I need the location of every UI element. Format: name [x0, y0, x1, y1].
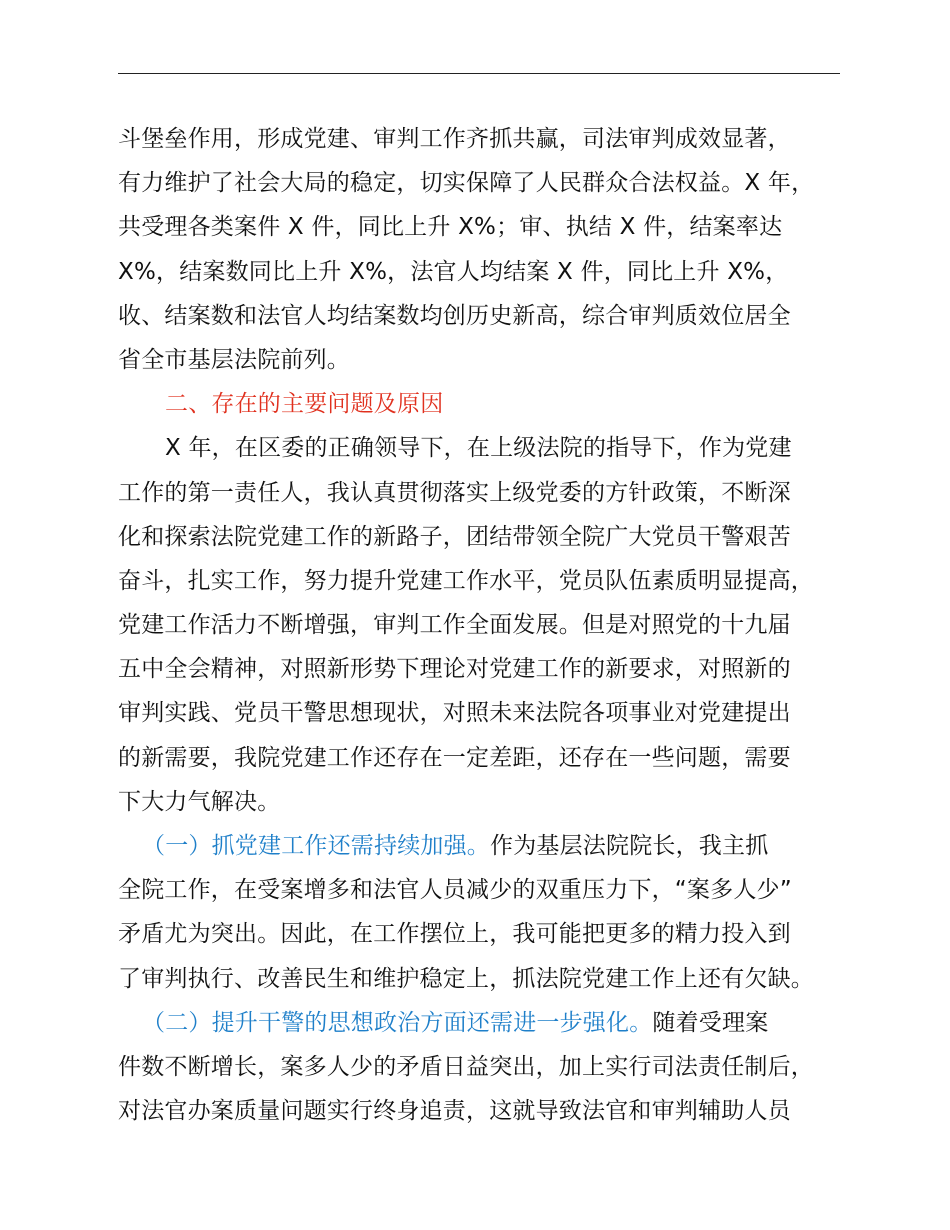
subsection-heading: （二）提升干警的思想政治方面还需进一步强化。 [142, 1009, 653, 1036]
section-heading: 二、存在的主要问题及原因 [165, 391, 444, 418]
body-line: 工作的第一责任人，我认真贯彻落实上级党委的方针政策，不断深 [118, 479, 791, 506]
body-line: 对法官办案质量问题实行终身追责，这就导致法官和审判辅助人员 [118, 1098, 791, 1125]
subsection-line [118, 824, 864, 868]
body-line: 收、结案数和法官人均结案数均创历史新高，综合审判质效位居全 [118, 302, 791, 329]
body-line: X 年，在区委的正确领导下，在上级法院的指导下，作为党建 [165, 435, 792, 462]
body-line: 化和探索法院党建工作的新路子，团结带领全院广大党员干警艰苦 [118, 523, 791, 550]
body-line: 共受理各类案件 X 件，同比上升 X%；审、执结 X 件，结案率达 [118, 214, 783, 241]
body-line: 审判实践、党员干警思想现状，对照未来法院各项事业对党建提出 [118, 700, 791, 727]
body-line: 党建工作活力不断增强，审判工作全面发展。但是对照党的十九届 [118, 612, 791, 639]
body-line: 有力维护了社会大局的稳定，切实保障了人民群众合法权益。X 年， [118, 170, 815, 197]
body-line: 了审判执行、改善民生和维护稳定上，抓法院党建工作上还有欠缺。 [118, 965, 814, 992]
body-text-run: 随着受理案 [652, 1009, 769, 1036]
subsection-heading: （一）抓党建工作还需持续加强。 [142, 833, 490, 859]
body-line: 下大力气解决。 [118, 788, 281, 815]
body-line: 的新需要，我院党建工作还存在一定差距，还存在一些问题，需要 [118, 744, 791, 771]
body-line: 五中全会精神，对照新形势下理论对党建工作的新要求，对照新的 [118, 656, 791, 683]
body-line: X%，结案数同比上升 X%，法官人均结案 X 件，同比上升 X%， [118, 258, 789, 285]
subsection-line [118, 1001, 864, 1045]
body-line: 全院工作，在受案增多和法官人员减少的双重压力下，“案多人少” [118, 877, 792, 904]
document-body [118, 117, 864, 1133]
body-line: 斗堡垒作用，形成党建、审判工作齐抓共赢，司法审判成效显著， [118, 126, 791, 152]
body-line: 矛盾尤为突出。因此，在工作摆位上，我可能把更多的精力投入到 [118, 921, 791, 948]
body-text-run: 作为基层法院院长，我主抓 [490, 833, 769, 859]
body-line: 奋斗，扎实工作，努力提升党建工作水平，党员队伍素质明显提高， [118, 567, 814, 594]
body-line: 省全市基层法院前列。 [118, 346, 350, 373]
header-rule [118, 73, 840, 74]
body-line: 件数不断增长，案多人少的矛盾日益突出，加上实行司法责任制后， [118, 1053, 814, 1080]
